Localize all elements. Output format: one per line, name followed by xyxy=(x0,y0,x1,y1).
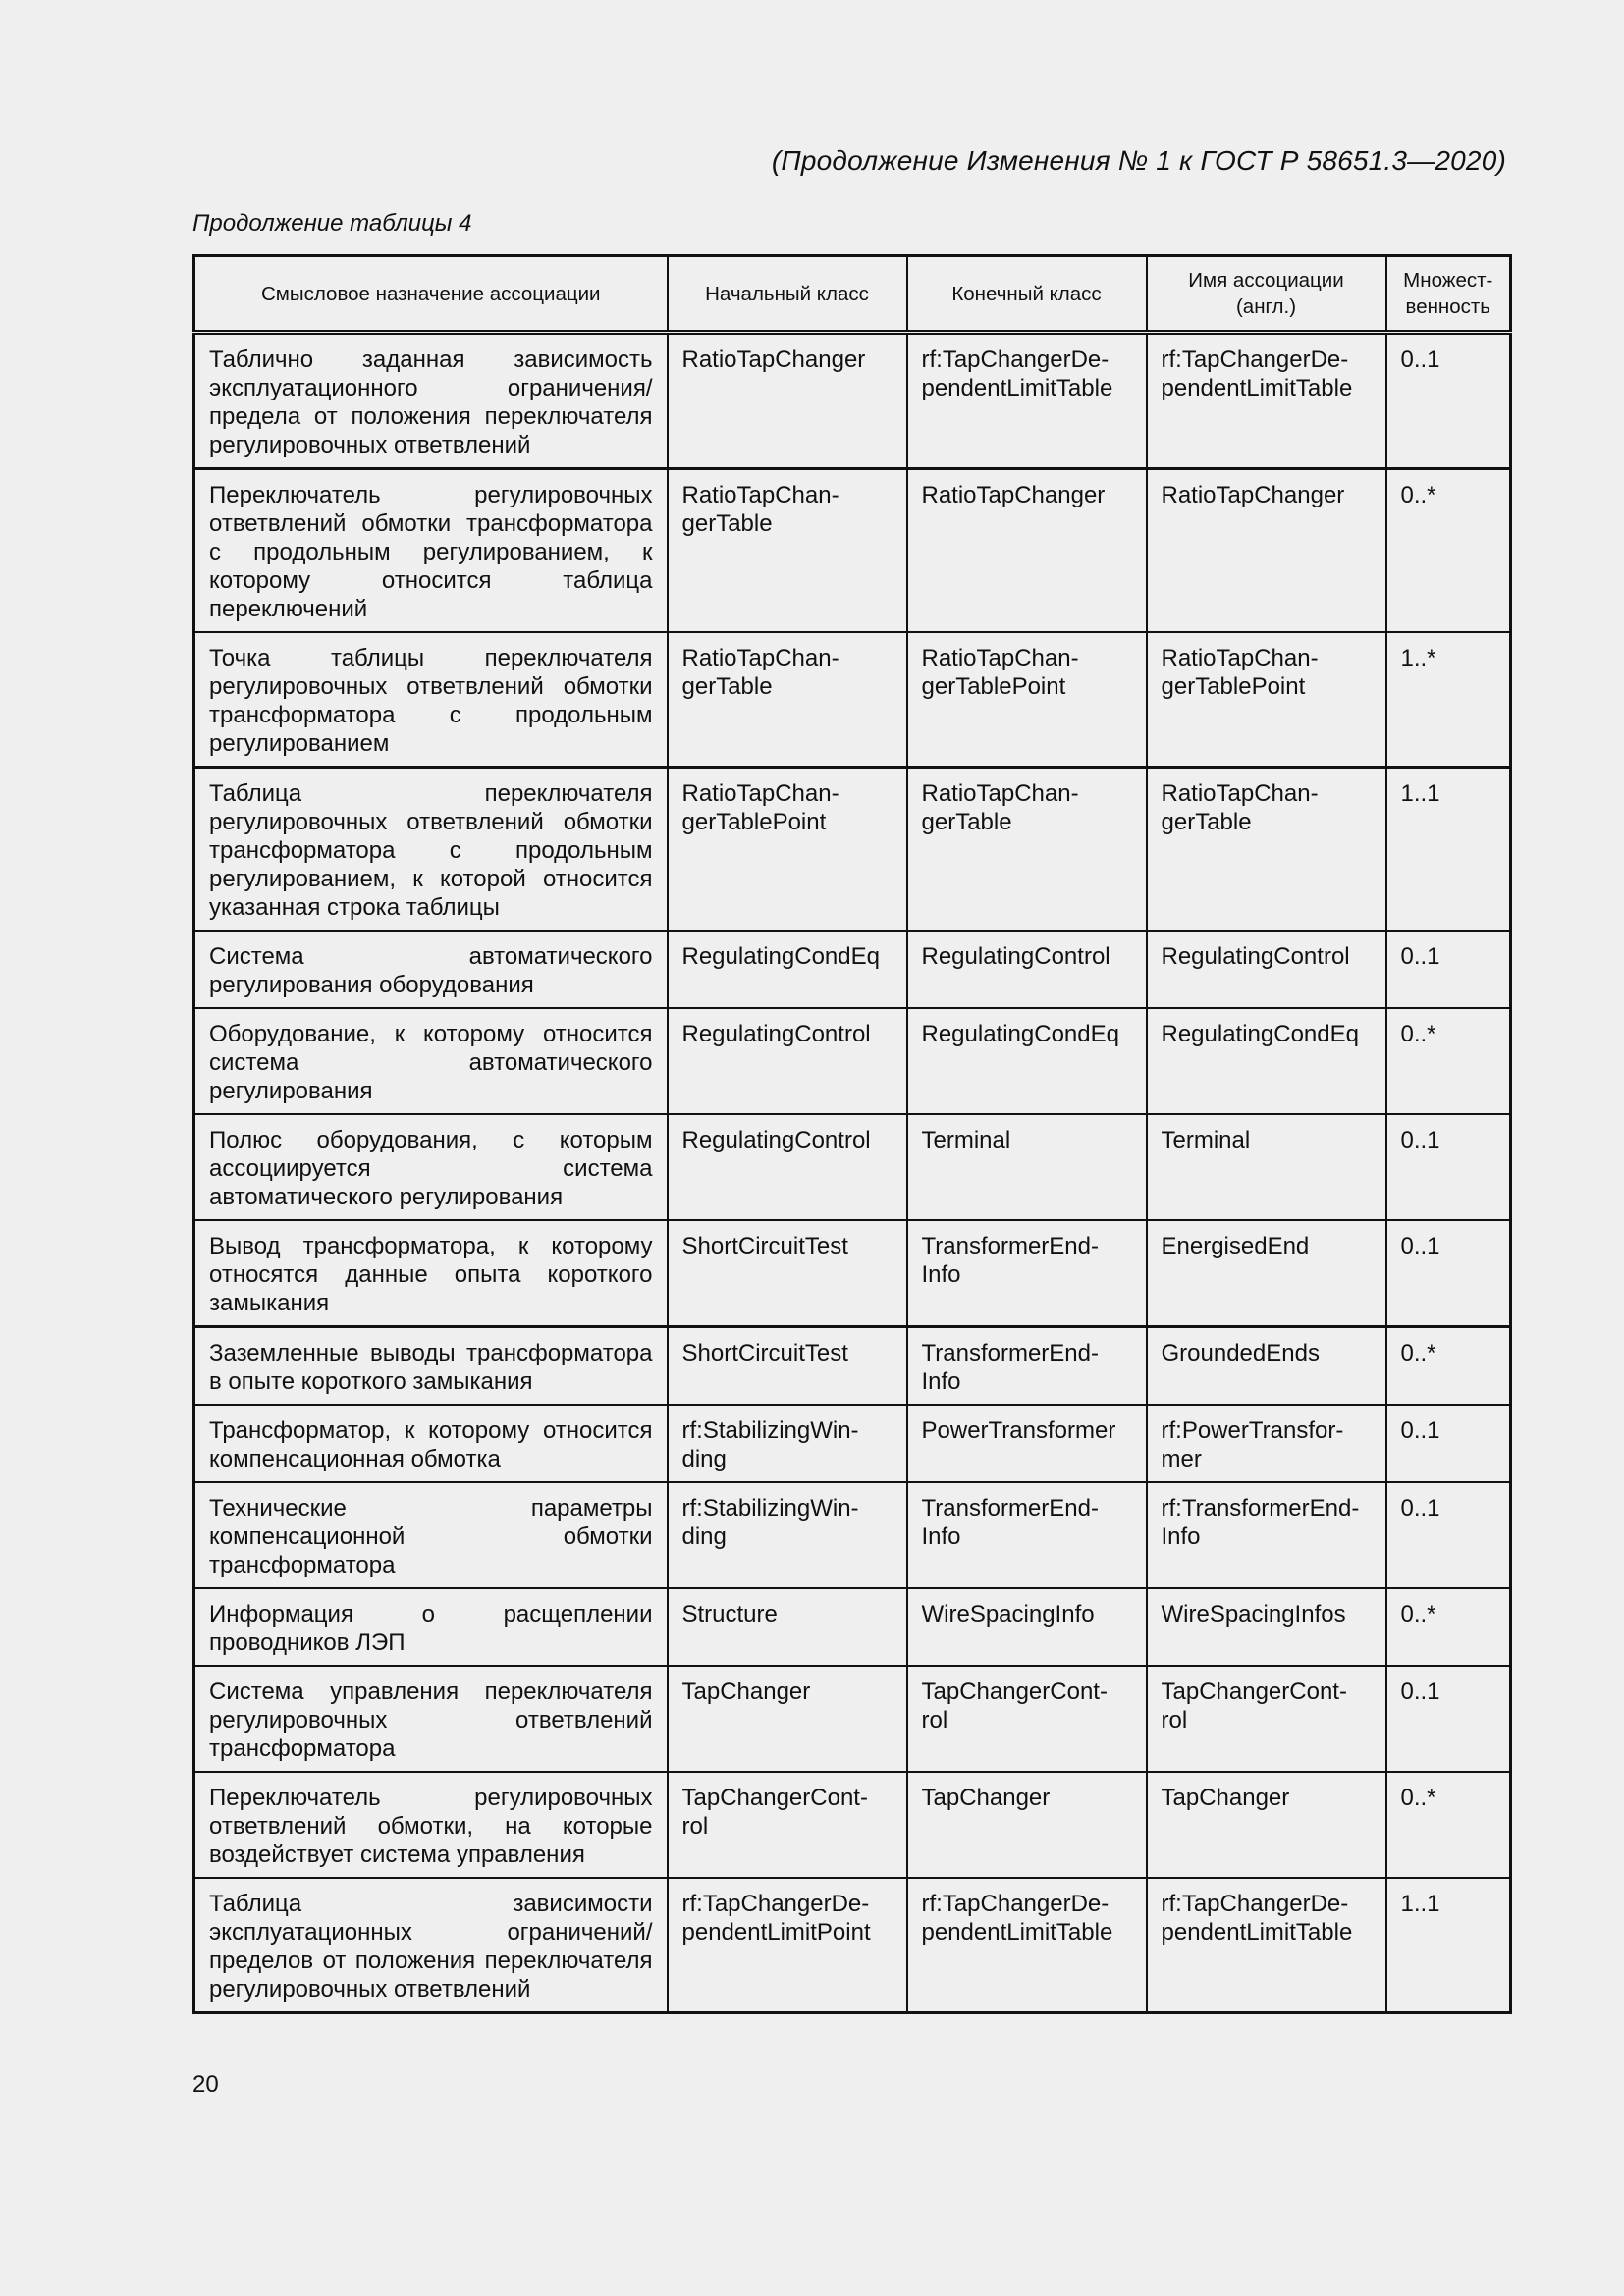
table-row xyxy=(194,1666,1511,1772)
cell-start-class: RatioTapChan-gerTablePoint xyxy=(668,768,907,932)
cell-multiplicity: 1..* xyxy=(1386,632,1511,768)
header-multiplicity: Множест-венность xyxy=(1386,256,1511,333)
cell-end-class: PowerTransformer xyxy=(907,1405,1147,1482)
header-association-name: Имя ассоциации (англ.) xyxy=(1147,256,1386,333)
cell-purpose: Таблица зависимости эксплуатационных ограничений/пределов от положения переключателя регулировочных ответвлений xyxy=(194,1878,668,2013)
cell-end-class: TransformerEnd-Info xyxy=(907,1220,1147,1327)
cell-multiplicity: 0..* xyxy=(1386,469,1511,633)
cell-start-class: RatioTapChanger xyxy=(668,333,907,469)
cell-end-class: rf:TapChangerDe-pendentLimitTable xyxy=(907,333,1147,469)
cell-multiplicity: 0..* xyxy=(1386,1327,1511,1406)
cell-association-name: RatioTapChan-gerTable xyxy=(1147,768,1386,932)
cell-start-class: RatioTapChan-gerTable xyxy=(668,469,907,633)
table-row xyxy=(194,1482,1511,1588)
cell-purpose: Переключатель регулировочных ответвлений обмотки, на которые воздействует система управления xyxy=(194,1772,668,1878)
table-row xyxy=(194,1220,1511,1327)
table-header xyxy=(194,256,1511,333)
page-number: 20 xyxy=(192,2071,219,2098)
cell-association-name: GroundedEnds xyxy=(1147,1327,1386,1406)
cell-end-class: TransformerEnd-Info xyxy=(907,1482,1147,1588)
cell-purpose: Таблично заданная зависимость эксплуатационного ограничения/предела от положения переключателя регулировочных ответвлений xyxy=(194,333,668,469)
cell-association-name: rf:PowerTransfor-mer xyxy=(1147,1405,1386,1482)
associations-table xyxy=(192,254,1512,2014)
cell-multiplicity: 0..1 xyxy=(1386,1220,1511,1327)
cell-start-class: RegulatingControl xyxy=(668,1114,907,1220)
cell-multiplicity: 0..* xyxy=(1386,1008,1511,1114)
cell-start-class: rf:StabilizingWin-ding xyxy=(668,1482,907,1588)
cell-association-name: EnergisedEnd xyxy=(1147,1220,1386,1327)
cell-purpose: Технические параметры компенсационной обмотки трансформатора xyxy=(194,1482,668,1588)
cell-purpose: Информация о расщеплении проводников ЛЭП xyxy=(194,1588,668,1666)
cell-start-class: ShortCircuitTest xyxy=(668,1327,907,1406)
cell-multiplicity: 0..1 xyxy=(1386,1666,1511,1772)
header-row xyxy=(194,256,1511,333)
cell-start-class: TapChangerCont-rol xyxy=(668,1772,907,1878)
cell-purpose: Таблица переключателя регулировочных ответвлений обмотки трансформатора с продольным регулированием, к которой относится указанная строка таблицы xyxy=(194,768,668,932)
table-row xyxy=(194,931,1511,1008)
cell-end-class: WireSpacingInfo xyxy=(907,1588,1147,1666)
cell-end-class: RegulatingCondEq xyxy=(907,1008,1147,1114)
cell-multiplicity: 0..1 xyxy=(1386,931,1511,1008)
cell-start-class: RatioTapChan-gerTable xyxy=(668,632,907,768)
cell-association-name: Terminal xyxy=(1147,1114,1386,1220)
header-purpose: Смысловое назначение ассоциации xyxy=(194,256,668,333)
cell-multiplicity: 0..* xyxy=(1386,1588,1511,1666)
cell-end-class: RatioTapChanger xyxy=(907,469,1147,633)
cell-end-class: TapChanger xyxy=(907,1772,1147,1878)
cell-association-name: TapChanger xyxy=(1147,1772,1386,1878)
cell-purpose: Система управления переключателя регулировочных ответвлений трансформатора xyxy=(194,1666,668,1772)
cell-multiplicity: 0..* xyxy=(1386,1772,1511,1878)
table-row xyxy=(194,768,1511,932)
cell-start-class: rf:TapChangerDe-pendentLimitPoint xyxy=(668,1878,907,2013)
cell-start-class: Structure xyxy=(668,1588,907,1666)
cell-association-name: rf:TapChangerDe-pendentLimitTable xyxy=(1147,1878,1386,2013)
table-row xyxy=(194,1405,1511,1482)
cell-end-class: TransformerEnd-Info xyxy=(907,1327,1147,1406)
cell-multiplicity: 1..1 xyxy=(1386,1878,1511,2013)
cell-association-name: RegulatingControl xyxy=(1147,931,1386,1008)
cell-purpose: Переключатель регулировочных ответвлений обмотки трансформатора с продольным регулированием, к которому относится таблица переключений xyxy=(194,469,668,633)
cell-end-class: RatioTapChan-gerTable xyxy=(907,768,1147,932)
cell-purpose: Вывод трансформатора, к которому относятся данные опыта короткого замыкания xyxy=(194,1220,668,1327)
cell-multiplicity: 0..1 xyxy=(1386,333,1511,469)
cell-multiplicity: 1..1 xyxy=(1386,768,1511,932)
table-row xyxy=(194,1114,1511,1220)
cell-purpose: Полюс оборудования, с которым ассоциируется система автоматического регулирования xyxy=(194,1114,668,1220)
cell-start-class: RegulatingCondEq xyxy=(668,931,907,1008)
table-row xyxy=(194,1008,1511,1114)
cell-association-name: rf:TapChangerDe-pendentLimitTable xyxy=(1147,333,1386,469)
table-row xyxy=(194,632,1511,768)
table-row xyxy=(194,1588,1511,1666)
cell-association-name: rf:TransformerEnd-Info xyxy=(1147,1482,1386,1588)
cell-start-class: rf:StabilizingWin-ding xyxy=(668,1405,907,1482)
cell-association-name: RegulatingCondEq xyxy=(1147,1008,1386,1114)
cell-purpose: Оборудование, к которому относится система автоматического регулирования xyxy=(194,1008,668,1114)
cell-end-class: RegulatingControl xyxy=(907,931,1147,1008)
cell-purpose: Заземленные выводы трансформатора в опыте короткого замыкания xyxy=(194,1327,668,1406)
cell-end-class: TapChangerCont-rol xyxy=(907,1666,1147,1772)
cell-end-class: rf:TapChangerDe-pendentLimitTable xyxy=(907,1878,1147,2013)
table-row xyxy=(194,1878,1511,2013)
document-header-reference: (Продолжение Изменения № 1 к ГОСТ Р 58651.3—2020) xyxy=(771,145,1506,176)
table-caption: Продолжение таблицы 4 xyxy=(192,210,472,237)
cell-association-name: RatioTapChanger xyxy=(1147,469,1386,633)
table-row xyxy=(194,1327,1511,1406)
cell-purpose: Система автоматического регулирования оборудования xyxy=(194,931,668,1008)
cell-multiplicity: 0..1 xyxy=(1386,1482,1511,1588)
cell-multiplicity: 0..1 xyxy=(1386,1405,1511,1482)
cell-end-class: RatioTapChan-gerTablePoint xyxy=(907,632,1147,768)
cell-association-name: TapChangerCont-rol xyxy=(1147,1666,1386,1772)
table-body xyxy=(194,333,1511,2013)
cell-purpose: Точка таблицы переключателя регулировочных ответвлений обмотки трансформатора с продольным регулированием xyxy=(194,632,668,768)
cell-association-name: WireSpacingInfos xyxy=(1147,1588,1386,1666)
header-start-class: Начальный класс xyxy=(668,256,907,333)
cell-purpose: Трансформатор, к которому относится компенсационная обмотка xyxy=(194,1405,668,1482)
header-end-class: Конечный класс xyxy=(907,256,1147,333)
cell-start-class: ShortCircuitTest xyxy=(668,1220,907,1327)
cell-association-name: RatioTapChan-gerTablePoint xyxy=(1147,632,1386,768)
table-row xyxy=(194,469,1511,633)
cell-multiplicity: 0..1 xyxy=(1386,1114,1511,1220)
cell-end-class: Terminal xyxy=(907,1114,1147,1220)
table-row xyxy=(194,333,1511,469)
cell-start-class: TapChanger xyxy=(668,1666,907,1772)
cell-start-class: RegulatingControl xyxy=(668,1008,907,1114)
table-row xyxy=(194,1772,1511,1878)
